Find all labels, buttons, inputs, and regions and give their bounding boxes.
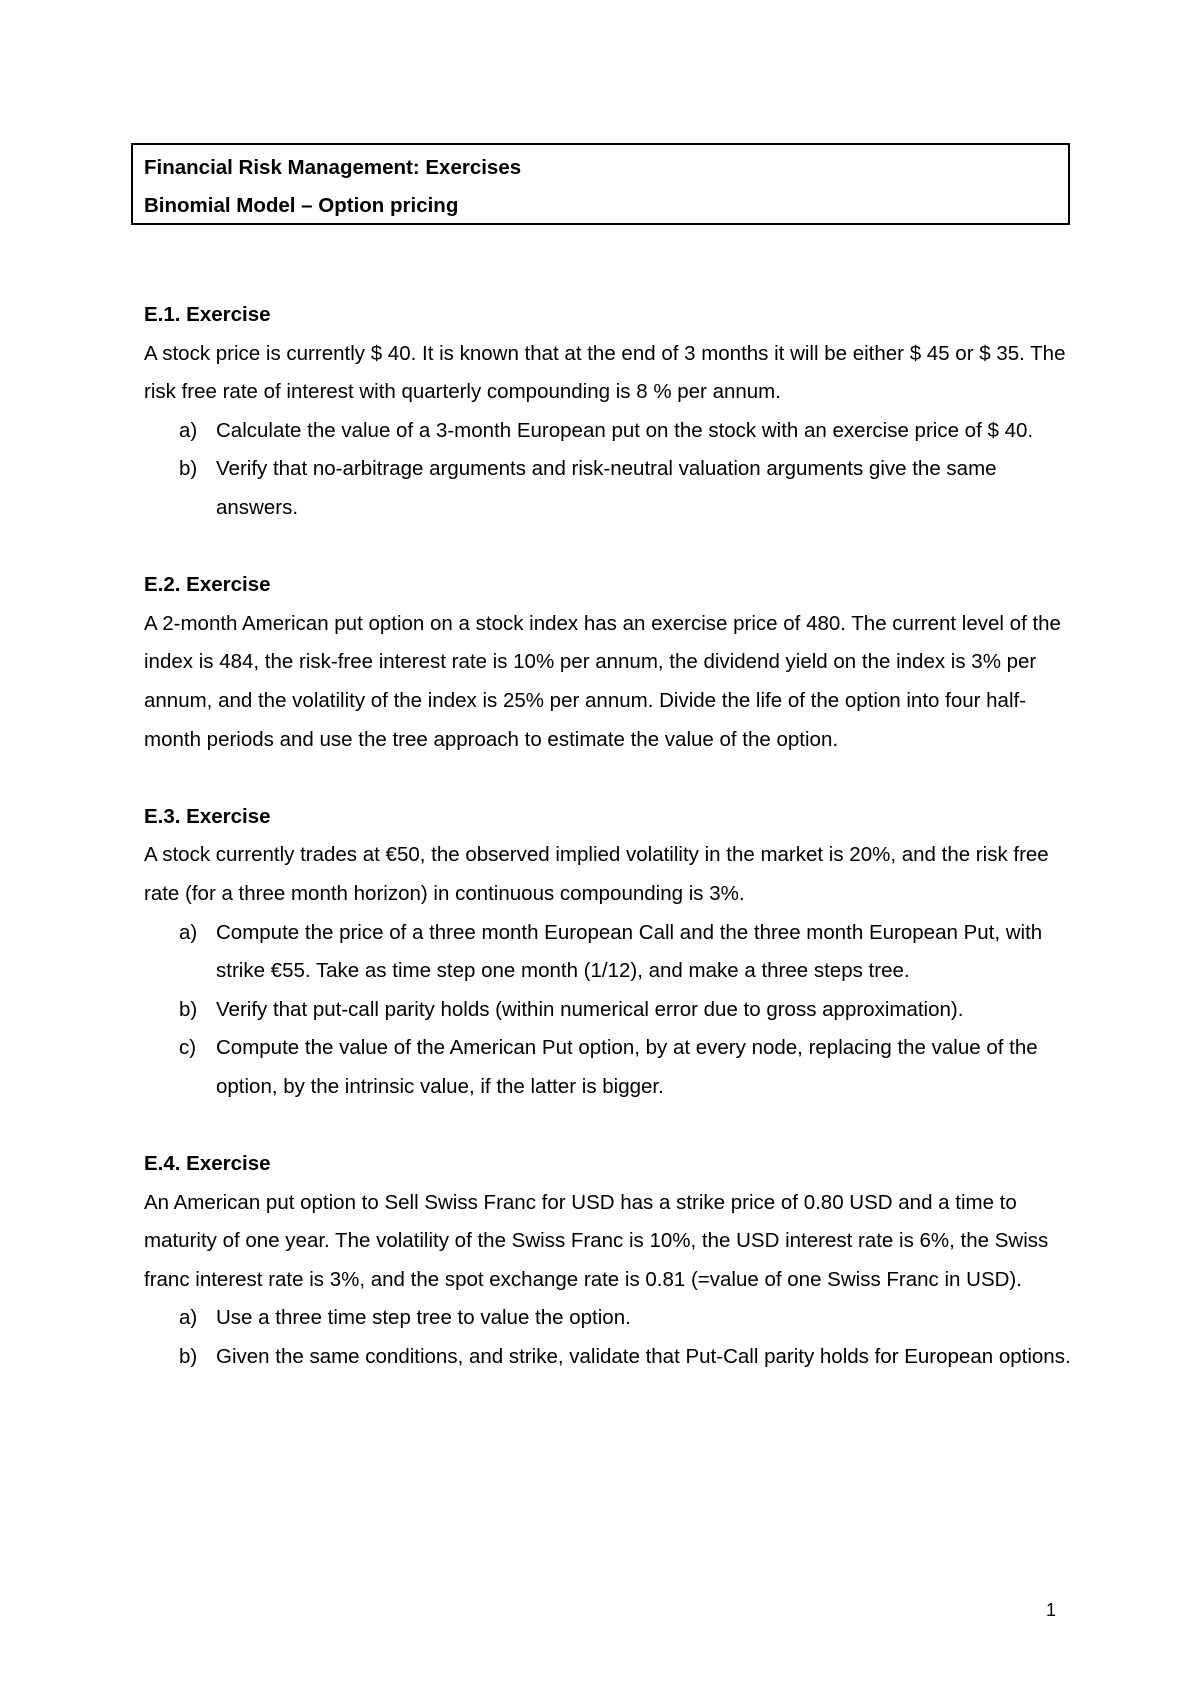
exercise-1: [144, 296, 1074, 528]
item-label: c): [179, 1036, 197, 1060]
item-text: Compute the price of a three month European Call and the three month European Put, with strike €55. Take as time step one month (1/12), and make a three steps tree.: [216, 920, 1043, 983]
exercises-content: [144, 296, 1074, 1415]
exercise-4: [144, 1145, 1074, 1377]
item-text: Compute the value of the American Put option, by at every node, replacing the value of the option, by the intrinsic value, if the latter is bigger.: [216, 1036, 1038, 1098]
list-item: [179, 914, 1074, 991]
list-item: [179, 1338, 1074, 1377]
title-box: [131, 143, 1070, 225]
item-label: a): [179, 920, 198, 944]
item-label: a): [179, 1306, 198, 1330]
exercise-intro: An American put option to Sell Swiss Franc for USD has a strike price of 0.80 USD and a time to maturity of one year. The volatility of the Swiss Franc is 10%, the USD interest rate is 6%, the Swiss franc interest rate is 3%, and the spot exchange rate is 0.81 (=value of one Swiss Franc in USD).: [144, 1190, 1049, 1291]
exercise-items: [144, 1299, 1074, 1376]
item-text: Given the same conditions, and strike, validate that Put-Call parity holds for European options.: [216, 1345, 1071, 1369]
exercise-intro: A stock currently trades at €50, the observed implied volatility in the market is 20%, and the risk free rate (for a three month horizon) in continuous compounding is 3%.: [144, 843, 1049, 905]
item-label: b): [179, 1345, 198, 1369]
item-text: Verify that no-arbitrage arguments and risk-neutral valuation arguments give the same answers.: [216, 457, 997, 519]
exercise-2: [144, 566, 1074, 759]
item-label: b): [179, 997, 198, 1021]
list-item: [179, 1299, 1074, 1338]
item-text: Use a three time step tree to value the option.: [216, 1306, 631, 1330]
exercise-heading: E.1. Exercise: [144, 303, 271, 326]
exercise-intro: A stock price is currently $ 40. It is known that at the end of 3 months it will be either $ 45 or $ 35. The risk free rate of interest with quarterly compounding is 8 % per annum.: [144, 341, 1066, 404]
item-label: b): [179, 457, 198, 481]
page-number: 1: [1045, 1600, 1056, 1620]
list-item: [179, 412, 1074, 451]
exercise-3: [144, 798, 1074, 1107]
exercise-heading: E.3. Exercise: [144, 804, 271, 828]
list-item: [179, 450, 1074, 527]
item-label: a): [179, 418, 198, 442]
item-text: Verify that put-call parity holds (within numerical error due to gross approximation).: [216, 997, 964, 1021]
exercise-heading: E.2. Exercise: [144, 573, 271, 597]
exercise-intro: A 2-month American put option on a stock index has an exercise price of 480. The current level of the index is 484, the risk-free interest rate is 10% per annum, the dividend yield on the index is 3% per annum, and the volatility of the index is 25% per annum. Divide the life of the option into four half-month periods and use the tree approach to estimate the value of the option.: [144, 611, 1061, 751]
exercise-heading: E.4. Exercise: [144, 1152, 271, 1176]
document-subtitle: Binomial Model – Option pricing: [144, 194, 459, 217]
list-item: [179, 991, 1074, 1030]
document-title: Financial Risk Management: Exercises: [144, 156, 522, 179]
exercise-items: [144, 914, 1074, 1107]
item-text: Calculate the value of a 3-month European put on the stock with an exercise price of $ 40.: [216, 418, 1034, 442]
exercise-items: [144, 412, 1074, 528]
list-item: [179, 1029, 1074, 1106]
